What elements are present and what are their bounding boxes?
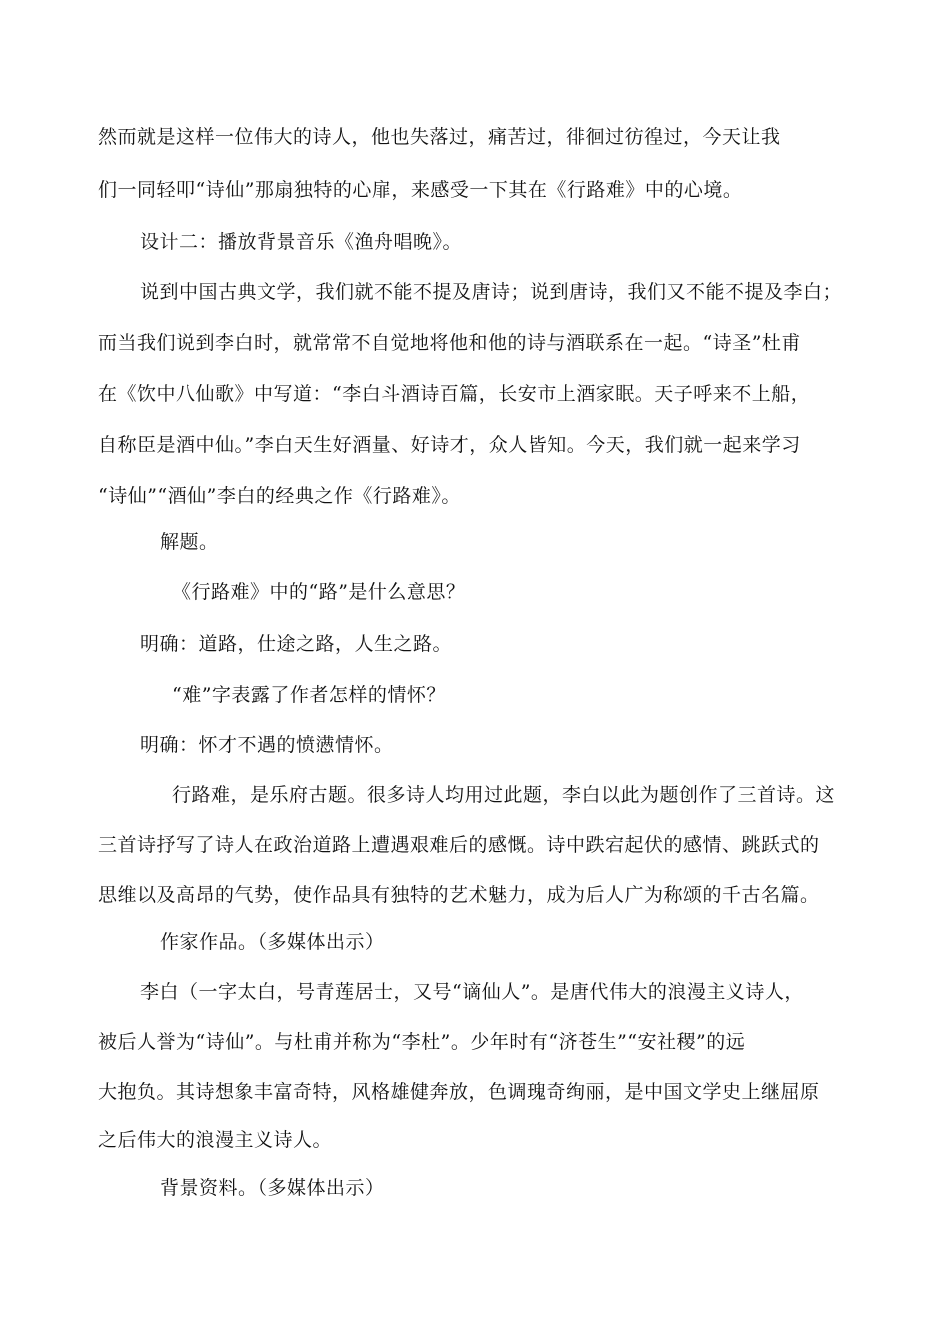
text-line-7: 自称臣是酒中仙。”李白天生好酒量、好诗才，众人皆知。今天，我们就一起来学习 xyxy=(98,434,801,456)
text-line-16: 思维以及高昂的气势，使作品具有独特的艺术魅力，成为后人广为称颂的千古名篇。 xyxy=(98,884,820,906)
section-heading-author: 作家作品。（多媒体出示） xyxy=(160,931,385,953)
text-line-4: 说到中国古典文学，我们就不能不提及唐诗；说到唐诗，我们又不能不提及李白； xyxy=(140,281,843,303)
question-2: “难”字表露了作者怎样的情怀？ xyxy=(172,684,446,706)
text-line-8: “诗仙”“酒仙”李白的经典之作《行路难》。 xyxy=(98,485,461,507)
design-two-line: 设计二：播放背景音乐《渔舟唱晚》。 xyxy=(140,231,463,253)
text-line-19: 被后人誉为“诗仙”。与杜甫并称为“李杜”。少年时有“济苍生”“安社稷”的远 xyxy=(98,1031,746,1053)
text-line-15: 三首诗抒写了诗人在政治道路上遭遇艰难后的感慨。诗中跌宕起伏的感情、跳跃式的 xyxy=(98,834,820,856)
section-heading-background: 背景资料。（多媒体出示） xyxy=(160,1177,385,1199)
answer-1: 明确：道路，仕途之路，人生之路。 xyxy=(140,633,453,655)
text-line-18: 李白（一字太白，号青莲居士，又号“谪仙人”。是唐代伟大的浪漫主义诗人， xyxy=(140,981,804,1003)
question-1: 《行路难》中的“路”是什么意思？ xyxy=(172,581,466,603)
answer-2: 明确：怀才不遇的愤懑情怀。 xyxy=(140,734,394,756)
section-heading-title: 解题。 xyxy=(160,531,219,553)
text-line-21: 之后伟大的浪漫主义诗人。 xyxy=(98,1129,333,1151)
text-line-1: 然而就是这样一位伟大的诗人，他也失落过，痛苦过，徘徊过彷徨过，今天让我 xyxy=(98,126,781,148)
text-line-5: 而当我们说到李白时，就常常不自觉地将他和他的诗与酒联系在一起。“诗圣”杜甫 xyxy=(98,332,801,354)
text-line-6: 在《饮中八仙歌》中写道：“李白斗酒诗百篇，长安市上酒家眠。天子呼来不上船， xyxy=(98,383,811,405)
text-line-14: 行路难，是乐府古题。很多诗人均用过此题，李白以此为题创作了三首诗。这 xyxy=(172,784,836,806)
text-line-2: 们一同轻叩“诗仙”那扇独特的心扉，来感受一下其在《行路难》中的心境。 xyxy=(98,179,743,201)
text-line-20: 大抱负。其诗想象丰富奇特，风格雄健奔放，色调瑰奇绚丽，是中国文学史上继屈原 xyxy=(98,1081,820,1103)
